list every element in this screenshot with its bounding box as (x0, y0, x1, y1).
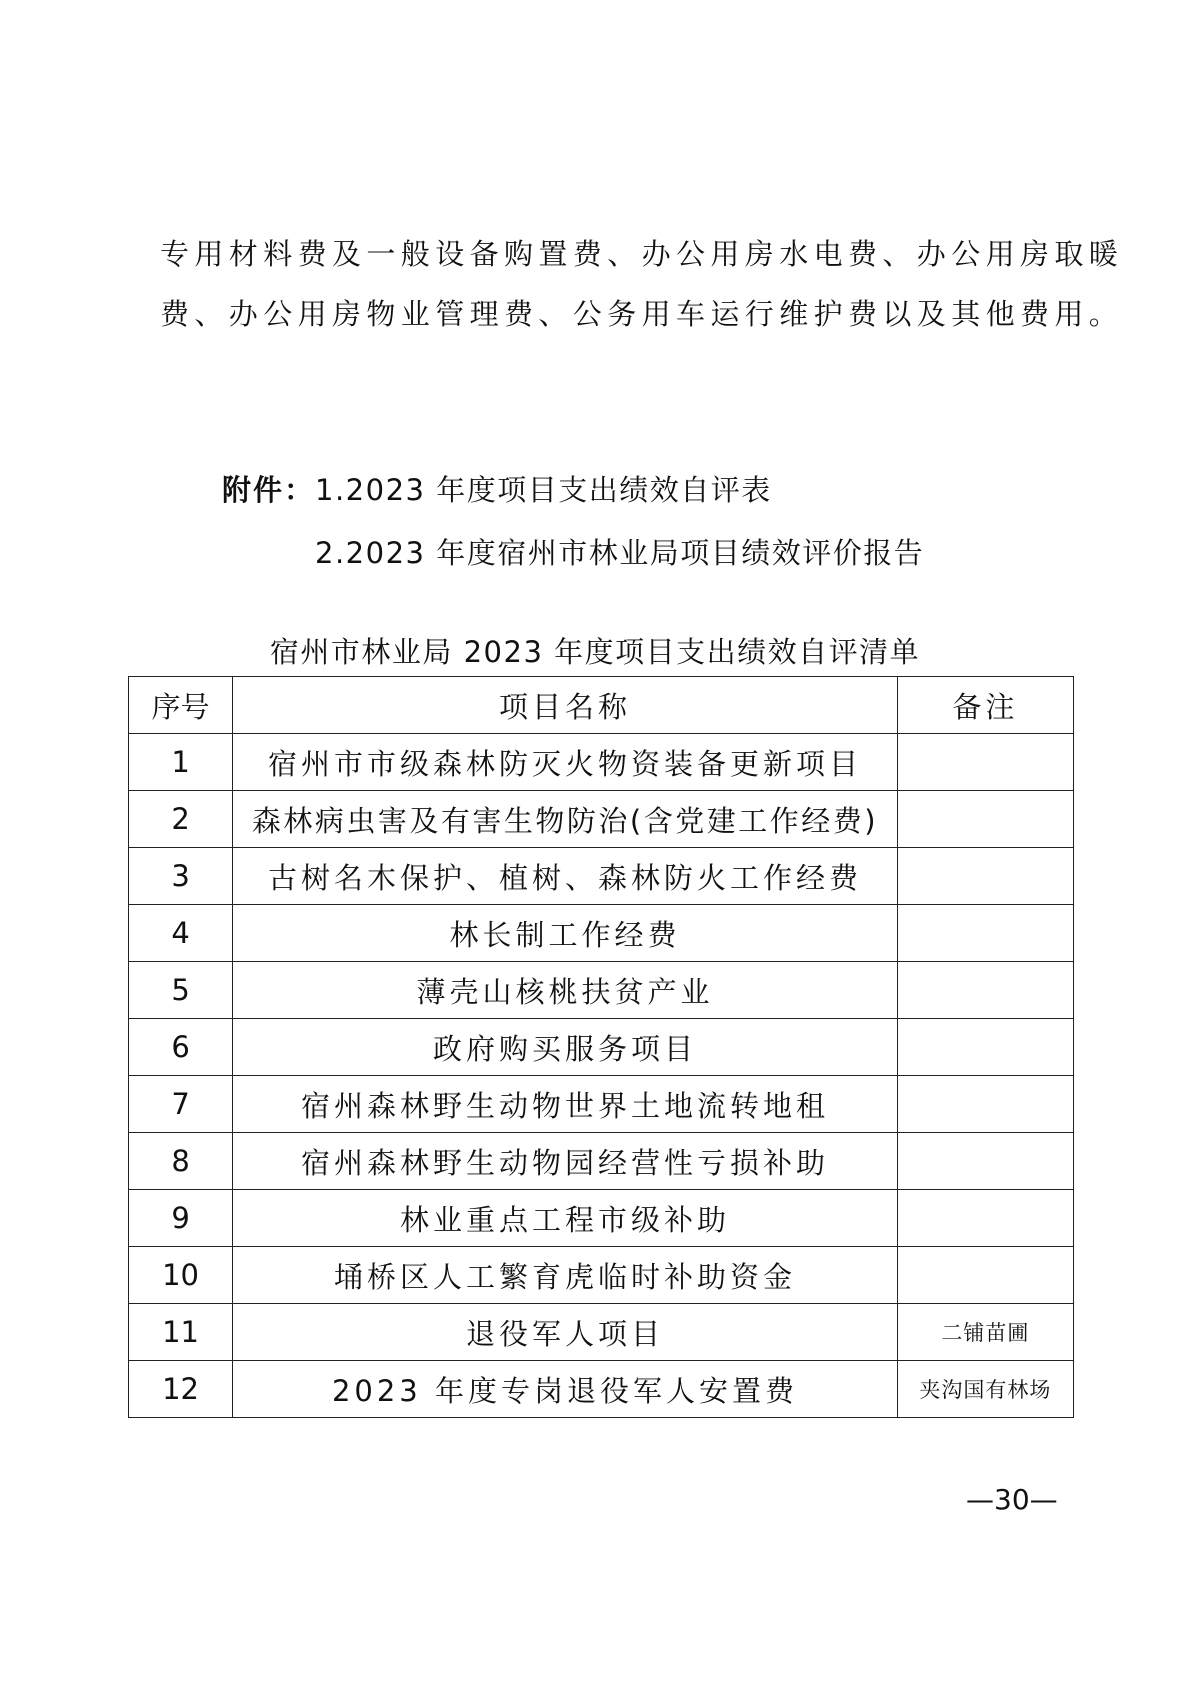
cell-no: 4 (129, 905, 233, 962)
table-row (129, 734, 1074, 791)
cell-remark (897, 734, 1073, 791)
cell-no: 2 (129, 791, 233, 848)
project-list-table (128, 676, 1074, 1418)
attachment-1 (222, 470, 772, 510)
table-row (129, 905, 1074, 962)
cell-no: 10 (129, 1247, 233, 1304)
cell-name: 宿州森林野生动物园经营性亏损补助 (233, 1133, 898, 1190)
table-row (129, 962, 1074, 1019)
attachment-item-2: 2.2023 年度宿州市林业局项目绩效评价报告 (315, 536, 925, 570)
attachment-item-1: 1.2023 年度项目支出绩效自评表 (315, 473, 772, 507)
cell-no: 1 (129, 734, 233, 791)
cell-no: 7 (129, 1076, 233, 1133)
cell-name: 古树名木保护、植树、森林防火工作经费 (233, 848, 898, 905)
cell-name: 政府购买服务项目 (233, 1019, 898, 1076)
cell-remark (897, 1247, 1073, 1304)
cell-remark (897, 1076, 1073, 1133)
table-row (129, 1076, 1074, 1133)
table-row (129, 1133, 1074, 1190)
cell-remark (897, 905, 1073, 962)
paragraph-line-2: 费、办公用房物业管理费、公务用车运行维护费以及其他费用。 (160, 297, 1124, 331)
header-no: 序号 (129, 677, 233, 734)
table-row (129, 1361, 1074, 1418)
cell-remark (897, 791, 1073, 848)
cell-remark: 二铺苗圃 (897, 1304, 1073, 1361)
cell-remark (897, 1019, 1073, 1076)
cell-remark (897, 1190, 1073, 1247)
cell-no: 8 (129, 1133, 233, 1190)
cell-no: 3 (129, 848, 233, 905)
header-remark: 备注 (897, 677, 1073, 734)
cell-name: 宿州市市级森林防灭火物资装备更新项目 (233, 734, 898, 791)
cell-remark (897, 1133, 1073, 1190)
cell-name: 林业重点工程市级补助 (233, 1190, 898, 1247)
cell-remark (897, 848, 1073, 905)
cell-name: 宿州森林野生动物世界土地流转地租 (233, 1076, 898, 1133)
cell-no: 5 (129, 962, 233, 1019)
header-name: 项目名称 (233, 677, 898, 734)
cell-no: 12 (129, 1361, 233, 1418)
cell-name: 埇桥区人工繁育虎临时补助资金 (233, 1247, 898, 1304)
table-row (129, 1190, 1074, 1247)
table-header-row (129, 677, 1074, 734)
paragraph-line-1: 专用材料费及一般设备购置费、办公用房水电费、办公用房取暖 (160, 237, 1124, 271)
table-row (129, 1019, 1074, 1076)
cell-no: 9 (129, 1190, 233, 1247)
cell-name: 退役军人项目 (233, 1304, 898, 1361)
table-row (129, 848, 1074, 905)
table-title: 宿州市林业局 2023 年度项目支出绩效自评清单 (269, 635, 921, 669)
cell-no: 6 (129, 1019, 233, 1076)
cell-remark (897, 962, 1073, 1019)
page-number: —30— (966, 1483, 1058, 1516)
table-row (129, 791, 1074, 848)
cell-name: 薄壳山核桃扶贫产业 (233, 962, 898, 1019)
table-row (129, 1304, 1074, 1361)
cell-name: 森林病虫害及有害生物防治(含党建工作经费) (233, 791, 898, 848)
cell-name: 林长制工作经费 (233, 905, 898, 962)
attachment-2 (315, 533, 924, 573)
cell-remark: 夹沟国有林场 (897, 1361, 1073, 1418)
cell-name: 2023 年度专岗退役军人安置费 (233, 1361, 898, 1418)
cell-no: 11 (129, 1304, 233, 1361)
attachment-label: 附件： (222, 473, 316, 507)
table-row (129, 1247, 1074, 1304)
